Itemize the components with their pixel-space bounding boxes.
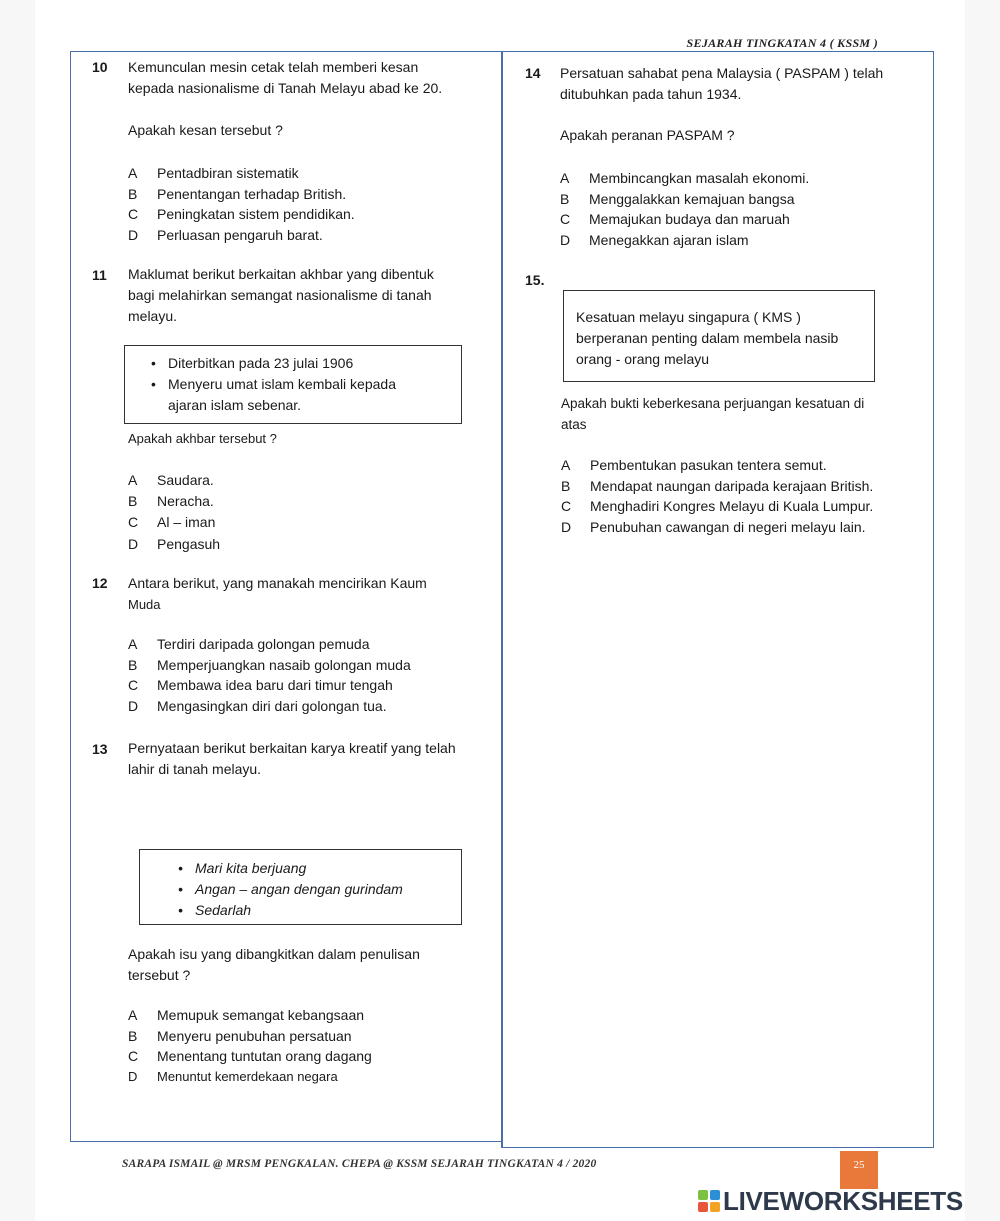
- answer-options: [128, 163, 355, 245]
- question-prompt: Apakah bukti keberkesana perjuangan kesatuan di atas: [561, 396, 865, 432]
- option-d[interactable]: D Mengasingkan diri dari golongan tua.: [128, 697, 387, 714]
- liveworksheets-logo-icon: [698, 1190, 720, 1212]
- option-b[interactable]: B Memperjuangkan nasaib golongan muda: [128, 656, 411, 673]
- option-c[interactable]: C Al – iman: [128, 514, 216, 531]
- page-footer-credit: SARAPA ISMAIL @ MRSM PENGKALAN. CHEPA @ KSSM SEJARAH TINGKATAN 4 / 2020: [122, 1158, 597, 1170]
- option-a[interactable]: A Pentadbiran sistematik: [128, 165, 299, 181]
- info-box: [124, 345, 462, 424]
- question-number: 15.: [525, 272, 545, 288]
- answer-options: [128, 634, 411, 716]
- info-bullet: • Diterbitkan pada 23 julai 1906: [151, 355, 354, 371]
- answer-options: [128, 470, 220, 555]
- question-prompt: Apakah akhbar tersebut ?: [128, 431, 277, 446]
- info-box: Kesatuan melayu singapura ( KMS ) berperanan penting dalam membela nasib orang - orang melayu: [563, 290, 875, 382]
- answer-options: [561, 455, 873, 537]
- liveworksheets-wordmark: LIVEWORKSHEETS: [723, 1185, 963, 1216]
- column-divider: [501, 51, 503, 1148]
- question-prompt: Apakah kesan tersebut ?: [128, 122, 283, 138]
- option-c[interactable]: C Menentang tuntutan orang dagang: [128, 1048, 372, 1064]
- question-number: 10: [92, 59, 108, 75]
- question-number: 14: [525, 65, 541, 81]
- option-a[interactable]: A Saudara.: [128, 472, 214, 488]
- question-number: 12: [92, 575, 108, 591]
- option-d[interactable]: D Perluasan pengaruh barat.: [128, 226, 323, 243]
- question-text: Persatuan sahabat pena Malaysia ( PASPAM ) telah ditubuhkan pada tahun 1934.: [560, 65, 884, 102]
- option-b[interactable]: B Menggalakkan kemajuan bangsa: [560, 190, 795, 207]
- question-text: Antara berikut, yang manakah mencirikan Kaum Muda: [128, 575, 427, 612]
- option-d[interactable]: D Pengasuh: [128, 535, 221, 552]
- question-number: 13: [92, 741, 108, 757]
- option-d[interactable]: D Menegakkan ajaran islam: [560, 231, 749, 248]
- option-a[interactable]: A Terdiri daripada golongan pemuda: [128, 636, 370, 652]
- page-number-badge: 25: [840, 1151, 878, 1189]
- option-c[interactable]: C Membawa idea baru dari timur tengah: [128, 677, 393, 693]
- info-bullet: • Menyeru umat islam kembali kepada ajaran islam sebenar.: [151, 376, 396, 413]
- option-d[interactable]: D Menuntut kemerdekaan negara: [128, 1068, 338, 1084]
- question-prompt: Apakah peranan PASPAM ?: [560, 127, 735, 143]
- question-text: Kemunculan mesin cetak telah memberi kesan kepada nasionalisme di Tanah Melayu abad ke 20.: [128, 59, 443, 96]
- option-b[interactable]: B Penentangan terhadap British.: [128, 185, 347, 202]
- option-a[interactable]: A Pembentukan pasukan tentera semut.: [561, 457, 827, 473]
- option-b[interactable]: B Neracha.: [128, 493, 214, 510]
- poem-titles-box: [139, 849, 462, 925]
- option-d[interactable]: D Penubuhan cawangan di negeri melayu lain.: [561, 518, 866, 535]
- question-text: Pernyataan berikut berkaitan karya kreatif yang telah lahir di tanah melayu.: [128, 740, 456, 777]
- answer-options: [560, 168, 809, 250]
- option-c[interactable]: C Peningkatan sistem pendidikan.: [128, 206, 355, 222]
- question-prompt: Apakah isu yang dibangkitkan dalam penulisan tersebut ?: [128, 946, 420, 983]
- option-c[interactable]: C Memajukan budaya dan maruah: [560, 211, 790, 227]
- option-a[interactable]: A Membincangkan masalah ekonomi.: [560, 170, 810, 186]
- question-text: Maklumat berikut berkaitan akhbar yang dibentuk bagi melahirkan semangat nasionalisme di tanah melayu.: [128, 266, 434, 324]
- option-b[interactable]: B Mendapat naungan daripada kerajaan British.: [561, 477, 874, 494]
- poem-title: • Angan – angan dengan gurindam: [178, 881, 403, 897]
- poem-title: • Sedarlah: [178, 902, 252, 918]
- option-a[interactable]: A Memupuk semangat kebangsaan: [128, 1007, 365, 1023]
- page-header: SEJARAH TINGKATAN 4 ( KSSM ): [686, 36, 878, 50]
- option-c[interactable]: C Menghadiri Kongres Melayu di Kuala Lumpur.: [561, 498, 874, 514]
- option-b[interactable]: B Menyeru penubuhan persatuan: [128, 1027, 352, 1044]
- question-number: 11: [92, 267, 107, 283]
- liveworksheets-logo[interactable]: [698, 1185, 963, 1216]
- poem-title: • Mari kita berjuang: [178, 860, 307, 876]
- answer-options: [128, 1005, 372, 1087]
